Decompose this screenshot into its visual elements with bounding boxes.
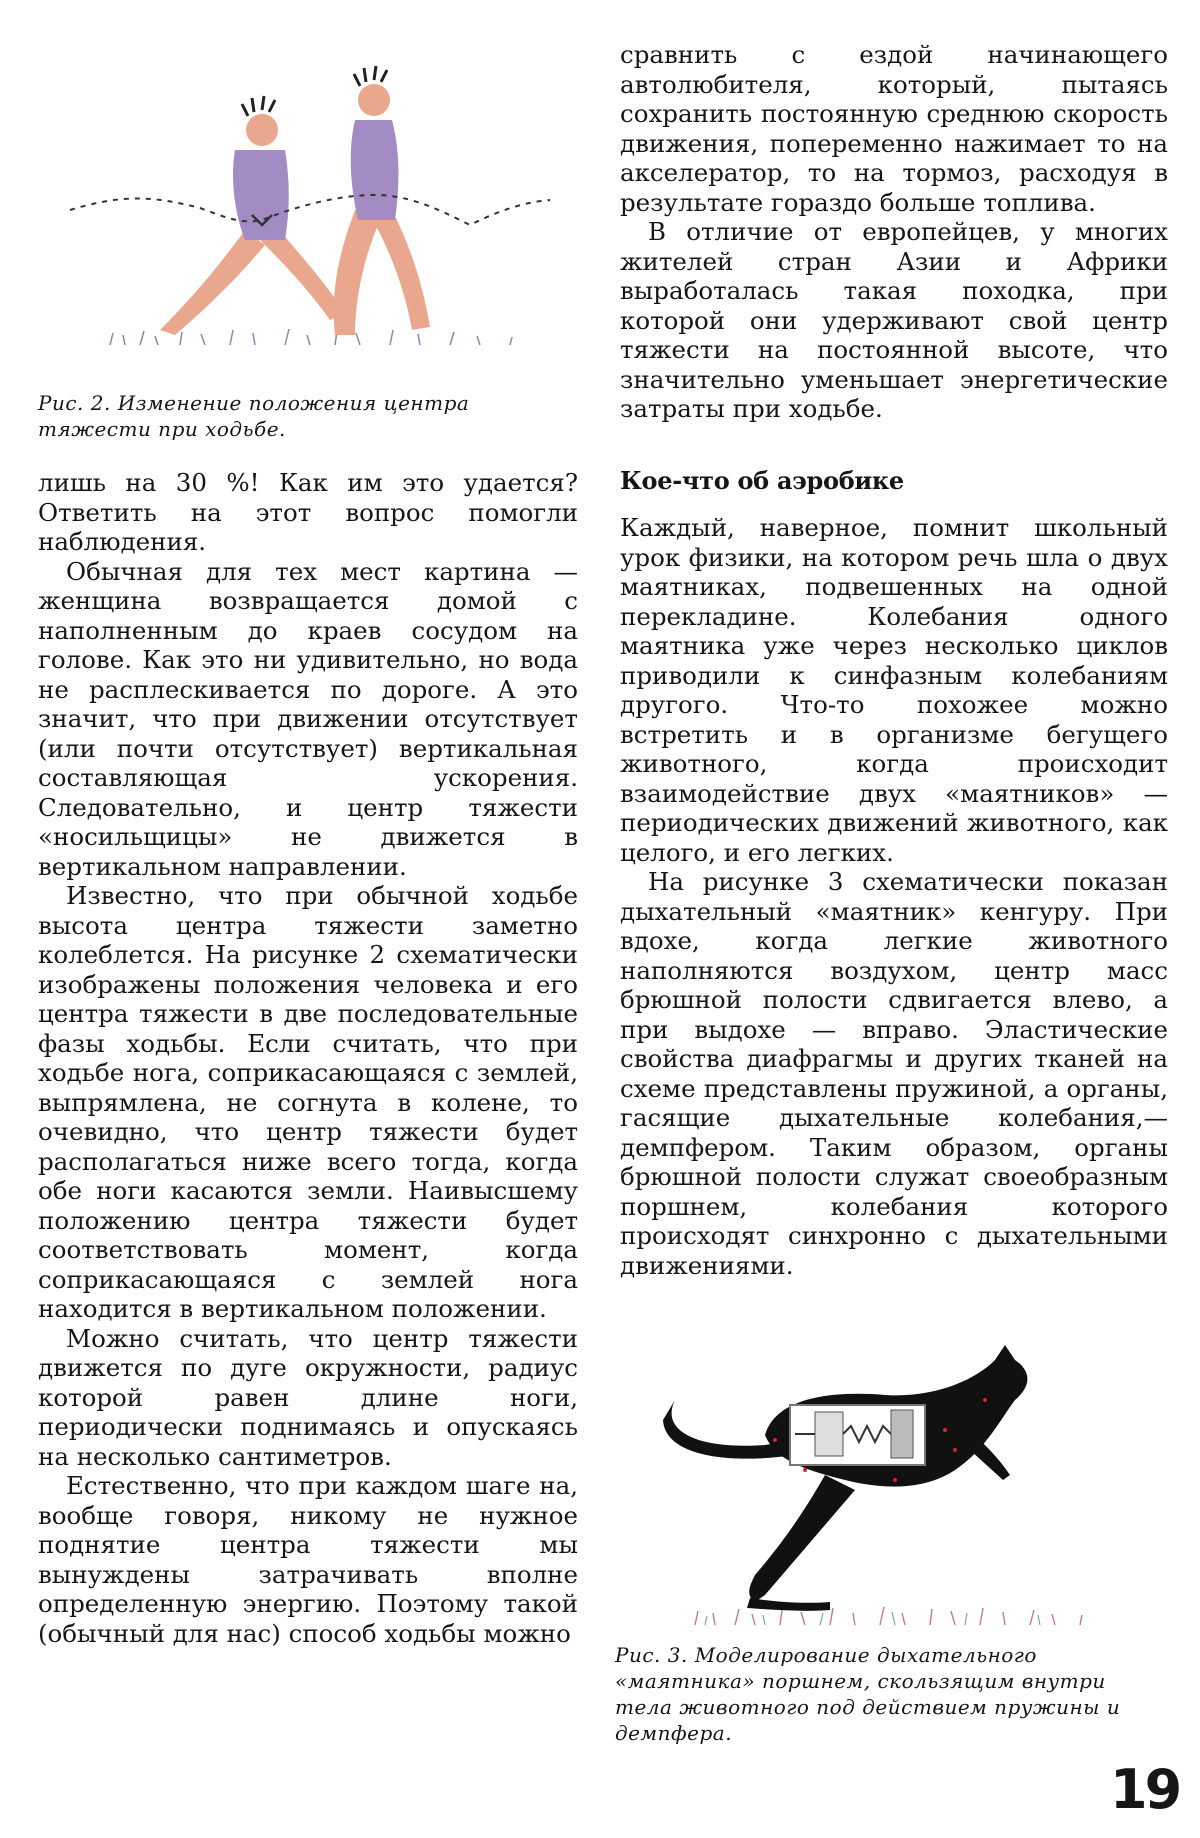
right-column <box>620 40 1168 1280</box>
paragraph: лишь на 30 %! Как им это удается? Ответить на этот вопрос помогли наблюдения. <box>38 468 578 556</box>
paragraph: В отличие от европейцев, у многих жителей стран Азии и Африки выработалась такая походка, при которой они удерживают свой центр тяжести на постоянной высоте, что значительно уменьшает энергетические затраты при ходьбе. <box>620 217 1168 423</box>
figure-2-caption: Рис. 2. Изменение положения центра тяжести при ходьбе. <box>38 391 470 441</box>
figure-3-caption: Рис. 3. Моделирование дыхательного «маятника» поршнем, скользящим внутри тела животного под действием пружины и демпфера. <box>615 1643 1121 1745</box>
paragraph: Естественно, что при каждом шаге на, вообще говоря, никому не нужное поднятие центра тяжести мы вынуждены затрачивать вполне определенную энергию. Поэтому такой (обычный для нас) способ ходьбы можно <box>38 1471 578 1648</box>
paragraph: Известно, что при обычной ходьбе высота центра тяжести заметно колеблется. На рисунке 2 схематически изображены положения человека и его центра тяжести в две последовательные фазы ходьбы. Если считать, что при ходьбе нога, соприкасающаяся с землей, выпрямлена, не согнута в колене, то очевидно, что центр тяжести будет располагаться ниже всего тогда, когда обе ноги касаются земли. Наивысшему положению центра тяжести будет соответствовать момент, когда соприкасающаяся с землей нога находится в вертикальном положении. <box>38 881 578 1323</box>
paragraph: Обычная для тех мест картина — женщина возвращается домой с наполненным до краев сосудом на голове. Как это ни удивительно, но вода не расплескивается по дороге. А это значит, что при движении отсутствует (или почти отсутствует) вертикальная составляющая ускорения. Следовательно, и центр тяжести «носильщицы» не движется в вертикальном направлении. <box>38 556 578 881</box>
paragraph: сравнить с ездой начинающего автолюбителя, который, пытаясь сохранить постоянную среднюю скорость движения, попеременно нажимает то на акселератор, то на тормоз, расходуя в результате гораздо больше топлива. <box>620 40 1168 217</box>
paragraph: Каждый, наверное, помнит школьный урок физики, на котором речь шла о двух маятниках, подвешенных на одной перекладине. Колебания одного маятника уже через несколько циклов приводили к синфазным колебаниям другого. Что-то похожее можно встретить и в организме бегущего животного, когда происходит взаимодействие двух «маятников» — периодических движений животного, как целого, и его легких. <box>620 513 1168 867</box>
left-column <box>38 468 578 1648</box>
section-heading: Кое-что об аэробике <box>620 465 904 495</box>
walking-figures-icon <box>40 30 580 365</box>
page-number: 19 <box>1110 1758 1180 1821</box>
kangaroo-icon <box>655 1340 1135 1630</box>
walking-figures-illustration <box>40 30 580 365</box>
paragraph: Можно считать, что центр тяжести движется по дуге окружности, радиус которой равен длине ноги, периодически поднимаясь и опускаясь на несколько сантиметров. <box>38 1323 578 1471</box>
kangaroo-piston-illustration <box>655 1340 1135 1630</box>
paragraph: На рисунке 3 схематически показан дыхательный «маятник» кенгуру. При вдохе, когда легкие животного наполняются воздухом, центр масс брюшной полости сдвигается влево, а при выдохе — вправо. Эластические свойства диафрагмы и других тканей на схеме представлены пружиной, а органы, гасящие дыхательные колебания,— демпфером. Таким образом, органы брюшной полости служат своеобразным поршнем, колебания которого происходят синхронно с дыхательными движениями. <box>620 867 1168 1280</box>
